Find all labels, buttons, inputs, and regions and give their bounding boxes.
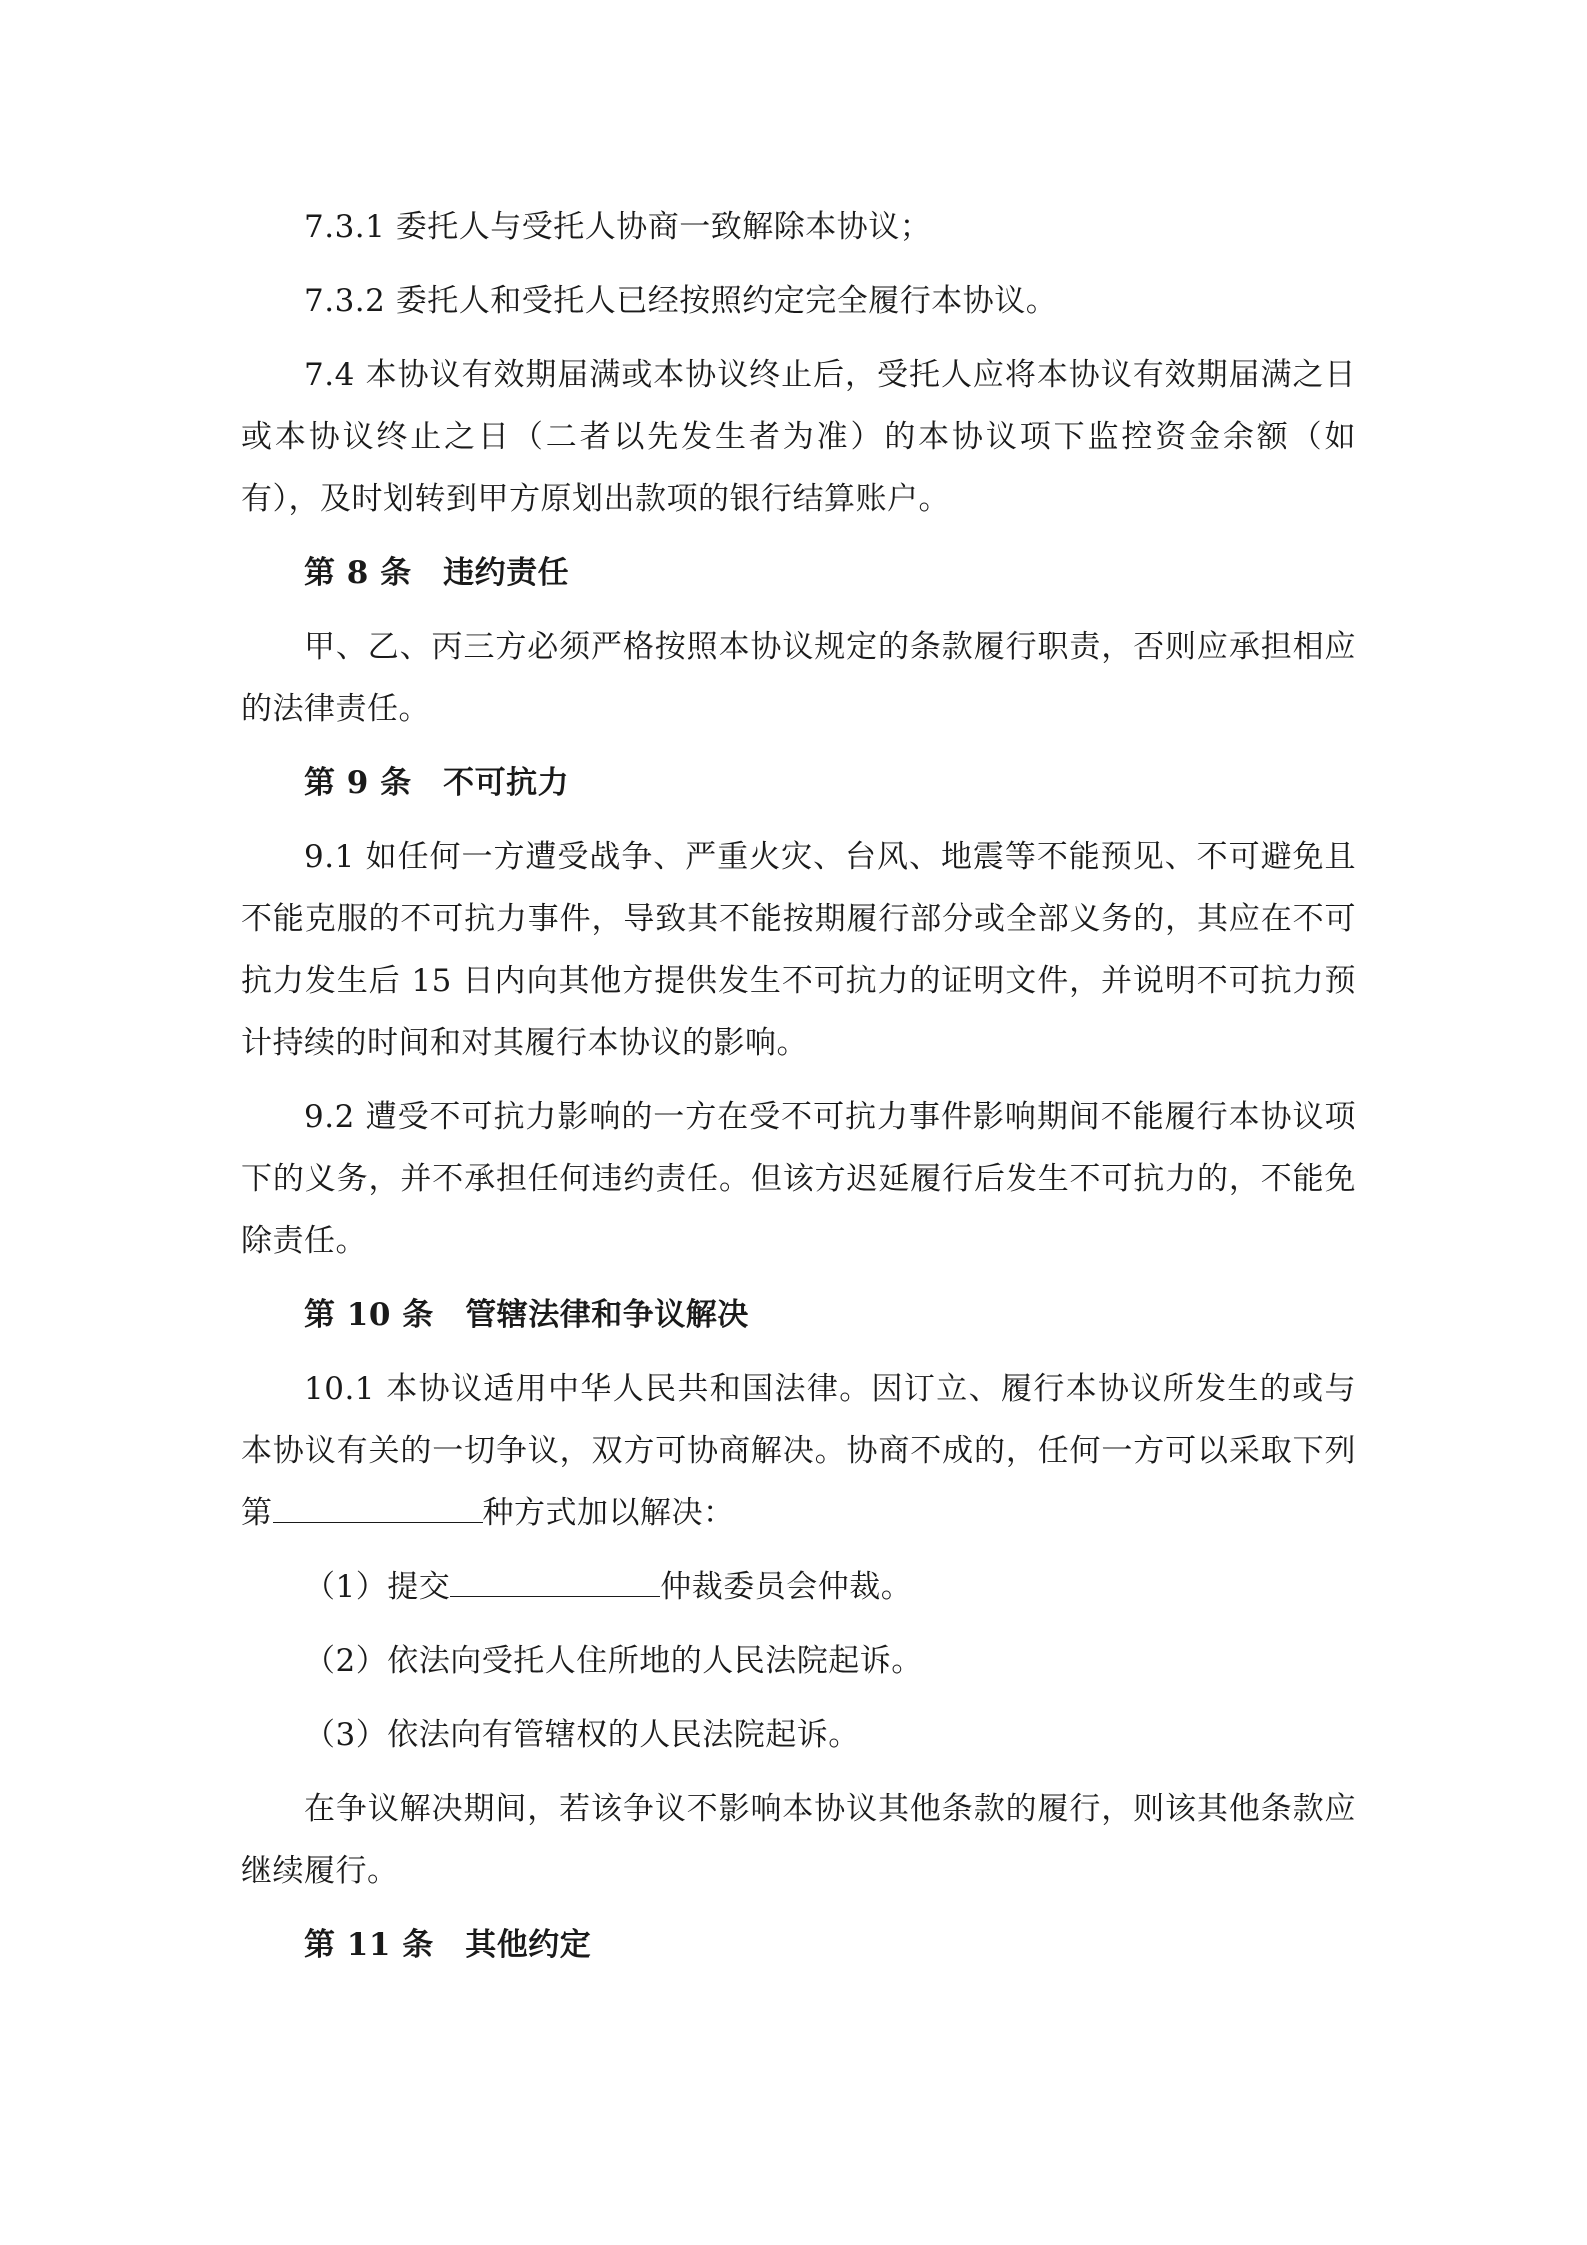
option-1-arbitration (241, 1556, 1356, 1618)
clause-10-1-text-end: 种方式加以解决： (482, 1495, 735, 1531)
clause-10-1-text: 10.1 本协议适用中华人民共和国法律。因订立、履行本协议所发生的或与本协议有关的一切争议，双方可协商解决。协商不成的，任何一方可以采取下列第 (241, 1371, 1356, 1531)
clause-10-1 (241, 1358, 1356, 1544)
article-8-text: 甲、乙、丙三方必须严格按照本协议规定的条款履行职责，否则应承担相应的法律责任。 (241, 629, 1356, 727)
arbitration-commission-blank[interactable] (450, 1566, 660, 1597)
dispute-method-blank[interactable] (273, 1492, 483, 1523)
option-1-text: （1）提交 (304, 1569, 451, 1605)
option-1-text-end: 仲裁委员会仲裁。 (660, 1569, 913, 1605)
clause-7-3-1: 7.3.1 委托人与受托人协商一致解除本协议； (304, 209, 932, 245)
option-2-court: （2）依法向受托人住所地的人民法院起诉。 (304, 1643, 923, 1679)
article-11-heading: 第 11 条 其他约定 (304, 1927, 592, 1963)
dispute-period-text: 在争议解决期间，若该争议不影响本协议其他条款的履行，则该其他条款应继续履行。 (241, 1791, 1356, 1889)
article-8-heading: 第 8 条 违约责任 (304, 555, 570, 591)
clause-7-3-2: 7.3.2 委托人和受托人已经按照约定完全履行本协议。 (304, 283, 1058, 319)
clause-9-1: 9.1 如任何一方遭受战争、严重火灾、台风、地震等不能预见、不可避免且不能克服的不可抗力事件，导致其不能按期履行部分或全部义务的，其应在不可抗力发生后 15 日内向其他方提供发生不可抗力的证明文件，并说明不可抗力预计持续的时间和对其履行本协议的影响。 (241, 839, 1356, 1061)
clause-9-2: 9.2 遭受不可抗力影响的一方在受不可抗力事件影响期间不能履行本协议项下的义务，并不承担任何违约责任。但该方迟延履行后发生不可抗力的，不能免除责任。 (241, 1099, 1356, 1259)
article-9-heading: 第 9 条 不可抗力 (304, 765, 570, 801)
article-10-heading: 第 10 条 管辖法律和争议解决 (304, 1297, 749, 1333)
document-body (241, 196, 1356, 1976)
clause-7-4: 7.4 本协议有效期届满或本协议终止后，受托人应将本协议有效期届满之日或本协议终止之日（二者以先发生者为准）的本协议项下监控资金余额（如有），及时划转到甲方原划出款项的银行结算账户。 (241, 357, 1356, 517)
option-3-court: （3）依法向有管辖权的人民法院起诉。 (304, 1717, 860, 1753)
